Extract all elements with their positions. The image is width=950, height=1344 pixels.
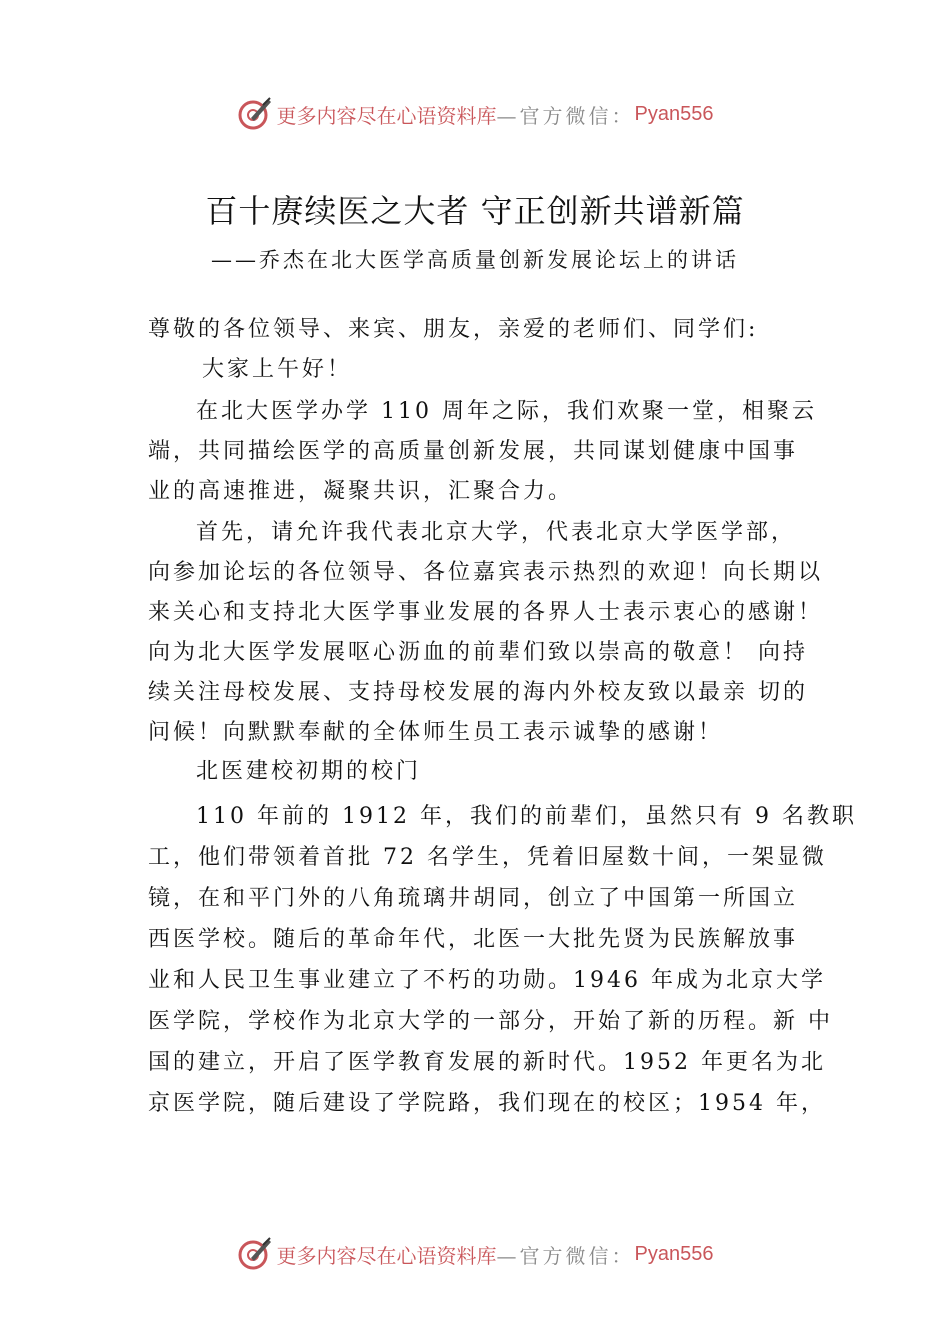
p3-line: 西医学校。随后的革命年代，北医一大批先贤为民族解放事: [148, 927, 799, 952]
p2-line: 向参加论坛的各位领导、各位嘉宾表示热烈的欢迎！向长期以: [148, 560, 824, 585]
hello: [202, 350, 892, 390]
footer-banner: [0, 1232, 950, 1276]
p3-line: 业和人民卫生事业建立了不朽的功勋。1946 年成为北京大学: [148, 968, 826, 993]
p2-line: 续关注母校发展、支持母校发展的海内外校友致以最亲 切的: [148, 680, 808, 705]
p2-line: 问候！向默默奉献的全体师生员工表示诚挚的感谢！: [148, 720, 724, 745]
p1-line: 在北大医学办学 110 周年之际，我们欢聚一堂，相聚云: [196, 399, 817, 424]
p3-line: 110 年前的 1912 年，我们的前辈们，虽然只有 9 名教职: [196, 804, 857, 829]
banner-wechat: Pyan556: [634, 102, 714, 125]
banner-wechat: Pyan556: [634, 1242, 714, 1265]
banner-text: 更多内容尽在心语资料库: [276, 103, 497, 128]
greeting: [148, 310, 838, 350]
hello-line: 大家上午好！: [202, 357, 353, 382]
p2-line: 来关心和支持北大医学事业发展的各界人士表示衷心的感谢！: [148, 600, 824, 625]
p3-line: 工，他们带领着首批 72 名学生，凭着旧屋数十间，一架显微: [148, 845, 827, 870]
paragraph-1: [148, 392, 838, 512]
banner-text: 更多内容尽在心语资料库: [276, 1243, 497, 1268]
banner-dash: —官方微信：: [496, 1243, 635, 1268]
paragraph-3: [148, 796, 857, 1124]
doc-title: 百十赓续医之大者 守正创新共谱新篇: [205, 192, 745, 230]
banner-dash: —官方微信：: [496, 103, 635, 128]
p3-line: 国的建立，开启了医学教育发展的新时代。1952 年更名为北: [148, 1050, 826, 1075]
p2-line: 向为北大医学发展呕心沥血的前辈们致以崇高的敬意！ 向持: [148, 640, 808, 665]
pen-logo-icon: [237, 96, 273, 132]
pen-logo-icon: [237, 1236, 273, 1272]
paragraph-2: [148, 513, 838, 753]
p1-line: 业的高速推进，凝聚共识，汇聚合力。: [148, 479, 574, 504]
p3-line: 镜，在和平门外的八角琉璃井胡同，创立了中国第一所国立: [148, 886, 799, 911]
p2-line: 首先，请允许我代表北京大学，代表北京大学医学部，: [196, 520, 797, 545]
caption-line: 北医建校初期的校门: [196, 759, 422, 784]
p3-line: 京医学院，随后建设了学院路，我们现在的校区；1954 年，: [148, 1091, 826, 1116]
p1-line: 端，共同描绘医学的高质量创新发展，共同谋划健康中国事: [148, 439, 799, 464]
p3-line: 医学院，学校作为北京大学的一部分，开始了新的历程。新 中: [148, 1009, 833, 1034]
header-banner: [0, 92, 950, 136]
image-caption: [148, 752, 838, 792]
greeting-line: 尊敬的各位领导、来宾、朋友，亲爱的老师们、同学们:: [148, 317, 759, 342]
doc-subtitle: ——乔杰在北大医学高质量创新发展论坛上的讲话: [211, 248, 739, 272]
